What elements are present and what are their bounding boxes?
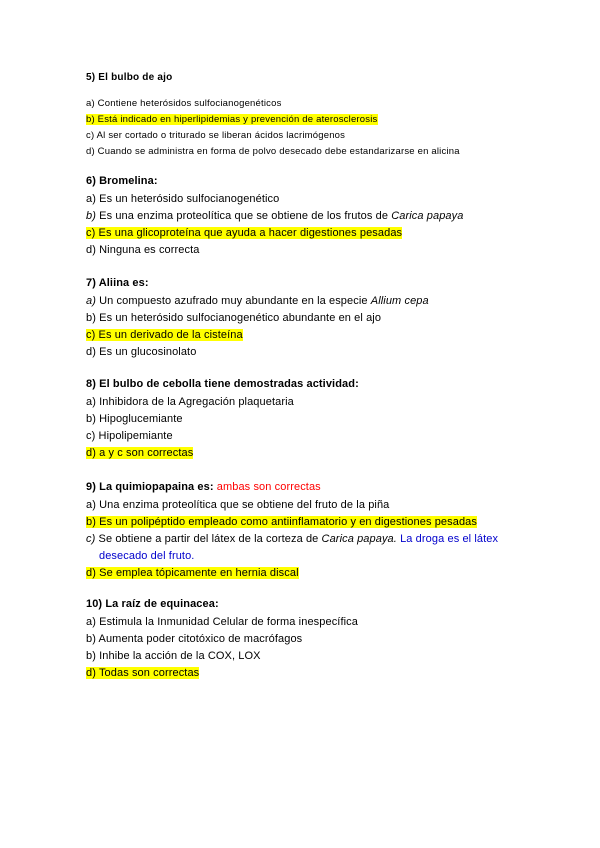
option-b: b) Es una enzima proteolítica que se obtiene de los frutos de Carica papaya (86, 210, 464, 222)
option-a: a) Inhibidora de la Agregación plaquetaria (86, 396, 294, 408)
option-d-highlighted: d) Todas son correctas (86, 667, 200, 679)
question-title: 8) El bulbo de cebolla tiene demostradas actividad: (86, 378, 359, 390)
question-title: 10) La raíz de equinacea: (86, 598, 219, 610)
answer-note: ambas son correctas (216, 481, 321, 493)
question-9 (86, 480, 498, 583)
option-c-highlighted: c) Es un derivado de la cisteína (86, 329, 243, 341)
option-b-highlighted: b) Está indicado en hiperlipidemias y prevención de aterosclerosis (86, 114, 378, 125)
question-title: 9) La quimiopapaina es: ambas son correctas (86, 481, 321, 493)
option-a: a) Es un heterósido sulfocianogenético (86, 193, 280, 205)
question-8 (86, 377, 359, 463)
option-c: c) Se obtiene a partir del látex de la corteza de Carica papaya. La droga es el látex (86, 533, 499, 545)
option-a: a) Una enzima proteolítica que se obtiene del fruto de la piña (86, 499, 390, 511)
option-b: b) Aumenta poder citotóxico de macrófagos (86, 633, 303, 645)
option-b: b) Es un heterósido sulfocianogenético abundante en el ajo (86, 312, 382, 324)
question-10 (86, 597, 358, 683)
option-b: b) Hipoglucemiante (86, 413, 183, 425)
question-title: 6) Bromelina: (86, 175, 158, 187)
question-title: 5) El bulbo de ajo (86, 72, 173, 83)
option-d-highlighted: d) a y c son correctas (86, 447, 194, 459)
option-c: c) Al ser cortado o triturado se liberan ácidos lacrimógenos (86, 130, 346, 141)
option-c-highlighted: c) Es una glicoproteína que ayuda a hacer digestiones pesadas (86, 227, 403, 239)
option-b-second: b) Inhibe la acción de la COX, LOX (86, 650, 261, 662)
option-d-highlighted: d) Se emplea tópicamente en hernia discal (86, 567, 299, 579)
option-b-highlighted: b) Es un polipéptido empleado como antiinflamatorio y en digestiones pesadas (86, 516, 478, 528)
question-6 (86, 174, 463, 260)
question-7 (86, 276, 429, 362)
option-a: a) Contiene heterósidos sulfocianogenéticos (86, 98, 282, 109)
option-d: d) Ninguna es correcta (86, 244, 200, 256)
option-d: d) Cuando se administra en forma de polvo desecado debe estandarizarse en alicina (86, 146, 460, 157)
option-a: a) Estimula la Inmunidad Celular de forma inespecífica (86, 616, 358, 628)
comment-note-continued: desecado del fruto. (99, 550, 195, 562)
comment-note: La droga es el látex (396, 533, 499, 545)
question-5 (86, 72, 460, 162)
question-title: 7) Aliina es: (86, 277, 149, 289)
option-a: a) Un compuesto azufrado muy abundante en la especie Allium cepa (86, 295, 429, 307)
option-d: d) Es un glucosinolato (86, 346, 197, 358)
option-c: c) Hipolipemiante (86, 430, 173, 442)
